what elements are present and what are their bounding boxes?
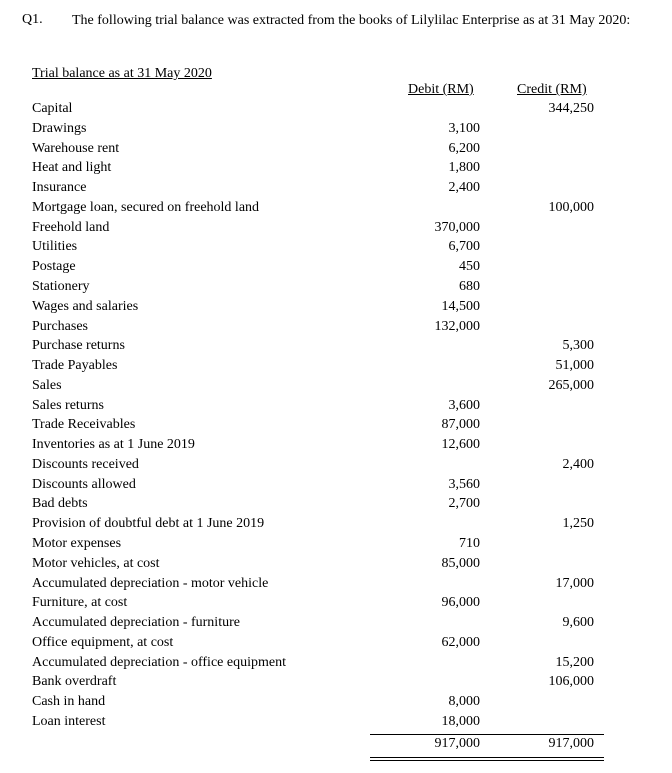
trial-balance-title: Trial balance as at 31 May 2020 (32, 66, 212, 81)
debit-amount: 85,000 (441, 555, 480, 571)
debit-amount: 87,000 (441, 417, 480, 433)
debit-header: Debit (RM) (408, 82, 474, 97)
account-label: Wages and salaries (32, 298, 139, 314)
table-row (0, 338, 672, 358)
table-row (0, 239, 672, 259)
table-row (0, 417, 672, 437)
table-row (0, 358, 672, 378)
table-row (0, 536, 672, 556)
credit-amount: 106,000 (548, 674, 594, 690)
table-row (0, 516, 672, 536)
table-row (0, 635, 672, 655)
table-row (0, 200, 672, 220)
question-text: The following trial balance was extracted from the books of Lilylilac Enterprise as at 31 May 2020: (72, 13, 631, 28)
table-row (0, 615, 672, 635)
table-row (0, 496, 672, 516)
credit-amount: 15,200 (555, 654, 594, 670)
account-label: Cash in hand (32, 694, 106, 710)
table-row (0, 714, 672, 734)
debit-amount: 6,700 (448, 239, 480, 255)
debit-amount: 62,000 (441, 634, 480, 650)
total-rule (370, 734, 604, 735)
credit-amount: 5,300 (562, 338, 594, 354)
account-label: Accumulated depreciation - office equipment (32, 654, 286, 670)
table-row (0, 595, 672, 615)
table-row (0, 457, 672, 477)
debit-amount: 1,800 (448, 160, 480, 176)
debit-amount: 3,100 (448, 120, 480, 136)
credit-amount: 265,000 (548, 377, 594, 393)
table-row (0, 220, 672, 240)
credit-amount: 17,000 (555, 575, 594, 591)
debit-amount: 2,700 (448, 496, 480, 512)
account-label: Purchase returns (32, 338, 125, 354)
credit-header: Credit (RM) (517, 82, 587, 97)
account-label: Sales (32, 377, 62, 393)
question-number: Q1. (22, 12, 43, 27)
debit-amount: 3,560 (448, 476, 480, 492)
table-row (0, 437, 672, 457)
table-row (0, 101, 672, 121)
account-label: Freehold land (32, 219, 110, 235)
debit-amount: 2,400 (448, 180, 480, 196)
account-label: Provision of doubtful debt at 1 June 2019 (32, 516, 265, 532)
credit-amount: 9,600 (562, 615, 594, 630)
debit-amount: 3,600 (448, 397, 480, 413)
account-label: Postage (32, 259, 76, 275)
account-label: Discounts allowed (32, 476, 136, 492)
account-label: Stationery (32, 278, 90, 294)
account-label: Capital (32, 101, 73, 116)
account-label: Bad debts (32, 496, 88, 512)
table-row (0, 398, 672, 418)
debit-amount: 96,000 (441, 595, 480, 611)
account-label: Inventories as at 1 June 2019 (32, 437, 195, 453)
table-row (0, 180, 672, 200)
account-label: Accumulated depreciation - motor vehicle (32, 575, 269, 591)
table-row (0, 279, 672, 299)
account-label: Drawings (32, 120, 87, 136)
account-label: Warehouse rent (32, 140, 120, 156)
table-row (0, 378, 672, 398)
account-label: Heat and light (32, 160, 112, 176)
table-row (0, 259, 672, 279)
table-row (0, 556, 672, 576)
account-label: Utilities (32, 239, 78, 255)
table-row (0, 319, 672, 339)
account-label: Loan interest (32, 713, 106, 729)
account-label: Purchases (32, 318, 88, 334)
debit-amount: 18,000 (441, 713, 480, 729)
total-credit: 917,000 (548, 736, 594, 751)
account-label: Furniture, at cost (32, 595, 128, 611)
credit-amount: 51,000 (555, 358, 594, 373)
table-row (0, 141, 672, 161)
table-row (0, 299, 672, 319)
table-row (0, 477, 672, 497)
account-label: Insurance (32, 180, 87, 196)
credit-amount: 1,250 (562, 516, 594, 532)
account-label: Mortgage loan, secured on freehold land (32, 199, 260, 215)
account-label: Trade Payables (32, 358, 118, 373)
account-label: Sales returns (32, 397, 104, 413)
account-label: Motor vehicles, at cost (32, 555, 160, 571)
debit-amount: 12,600 (441, 437, 480, 453)
debit-amount: 680 (459, 278, 480, 294)
debit-amount: 14,500 (441, 298, 480, 314)
account-label: Bank overdraft (32, 674, 117, 690)
credit-amount: 2,400 (562, 456, 594, 472)
account-label: Motor expenses (32, 535, 122, 551)
account-label: Discounts received (32, 456, 139, 472)
debit-amount: 6,200 (448, 140, 480, 156)
credit-amount: 100,000 (548, 199, 594, 215)
double-rule-top (370, 757, 604, 758)
debit-amount: 370,000 (434, 219, 480, 235)
totals-row (0, 736, 672, 756)
table-row (0, 655, 672, 675)
table-row (0, 694, 672, 714)
debit-amount: 710 (459, 535, 480, 551)
credit-amount: 344,250 (548, 101, 594, 116)
account-label: Trade Receivables (32, 417, 136, 433)
account-label: Accumulated depreciation - furniture (32, 615, 240, 630)
debit-amount: 450 (459, 259, 480, 275)
table-row (0, 674, 672, 694)
table-row (0, 121, 672, 141)
table-row (0, 160, 672, 180)
debit-amount: 132,000 (434, 318, 480, 334)
double-rule-bottom (370, 760, 604, 761)
debit-amount: 8,000 (448, 694, 480, 710)
total-debit: 917,000 (434, 736, 480, 751)
account-label: Office equipment, at cost (32, 634, 174, 650)
table-row (0, 576, 672, 596)
